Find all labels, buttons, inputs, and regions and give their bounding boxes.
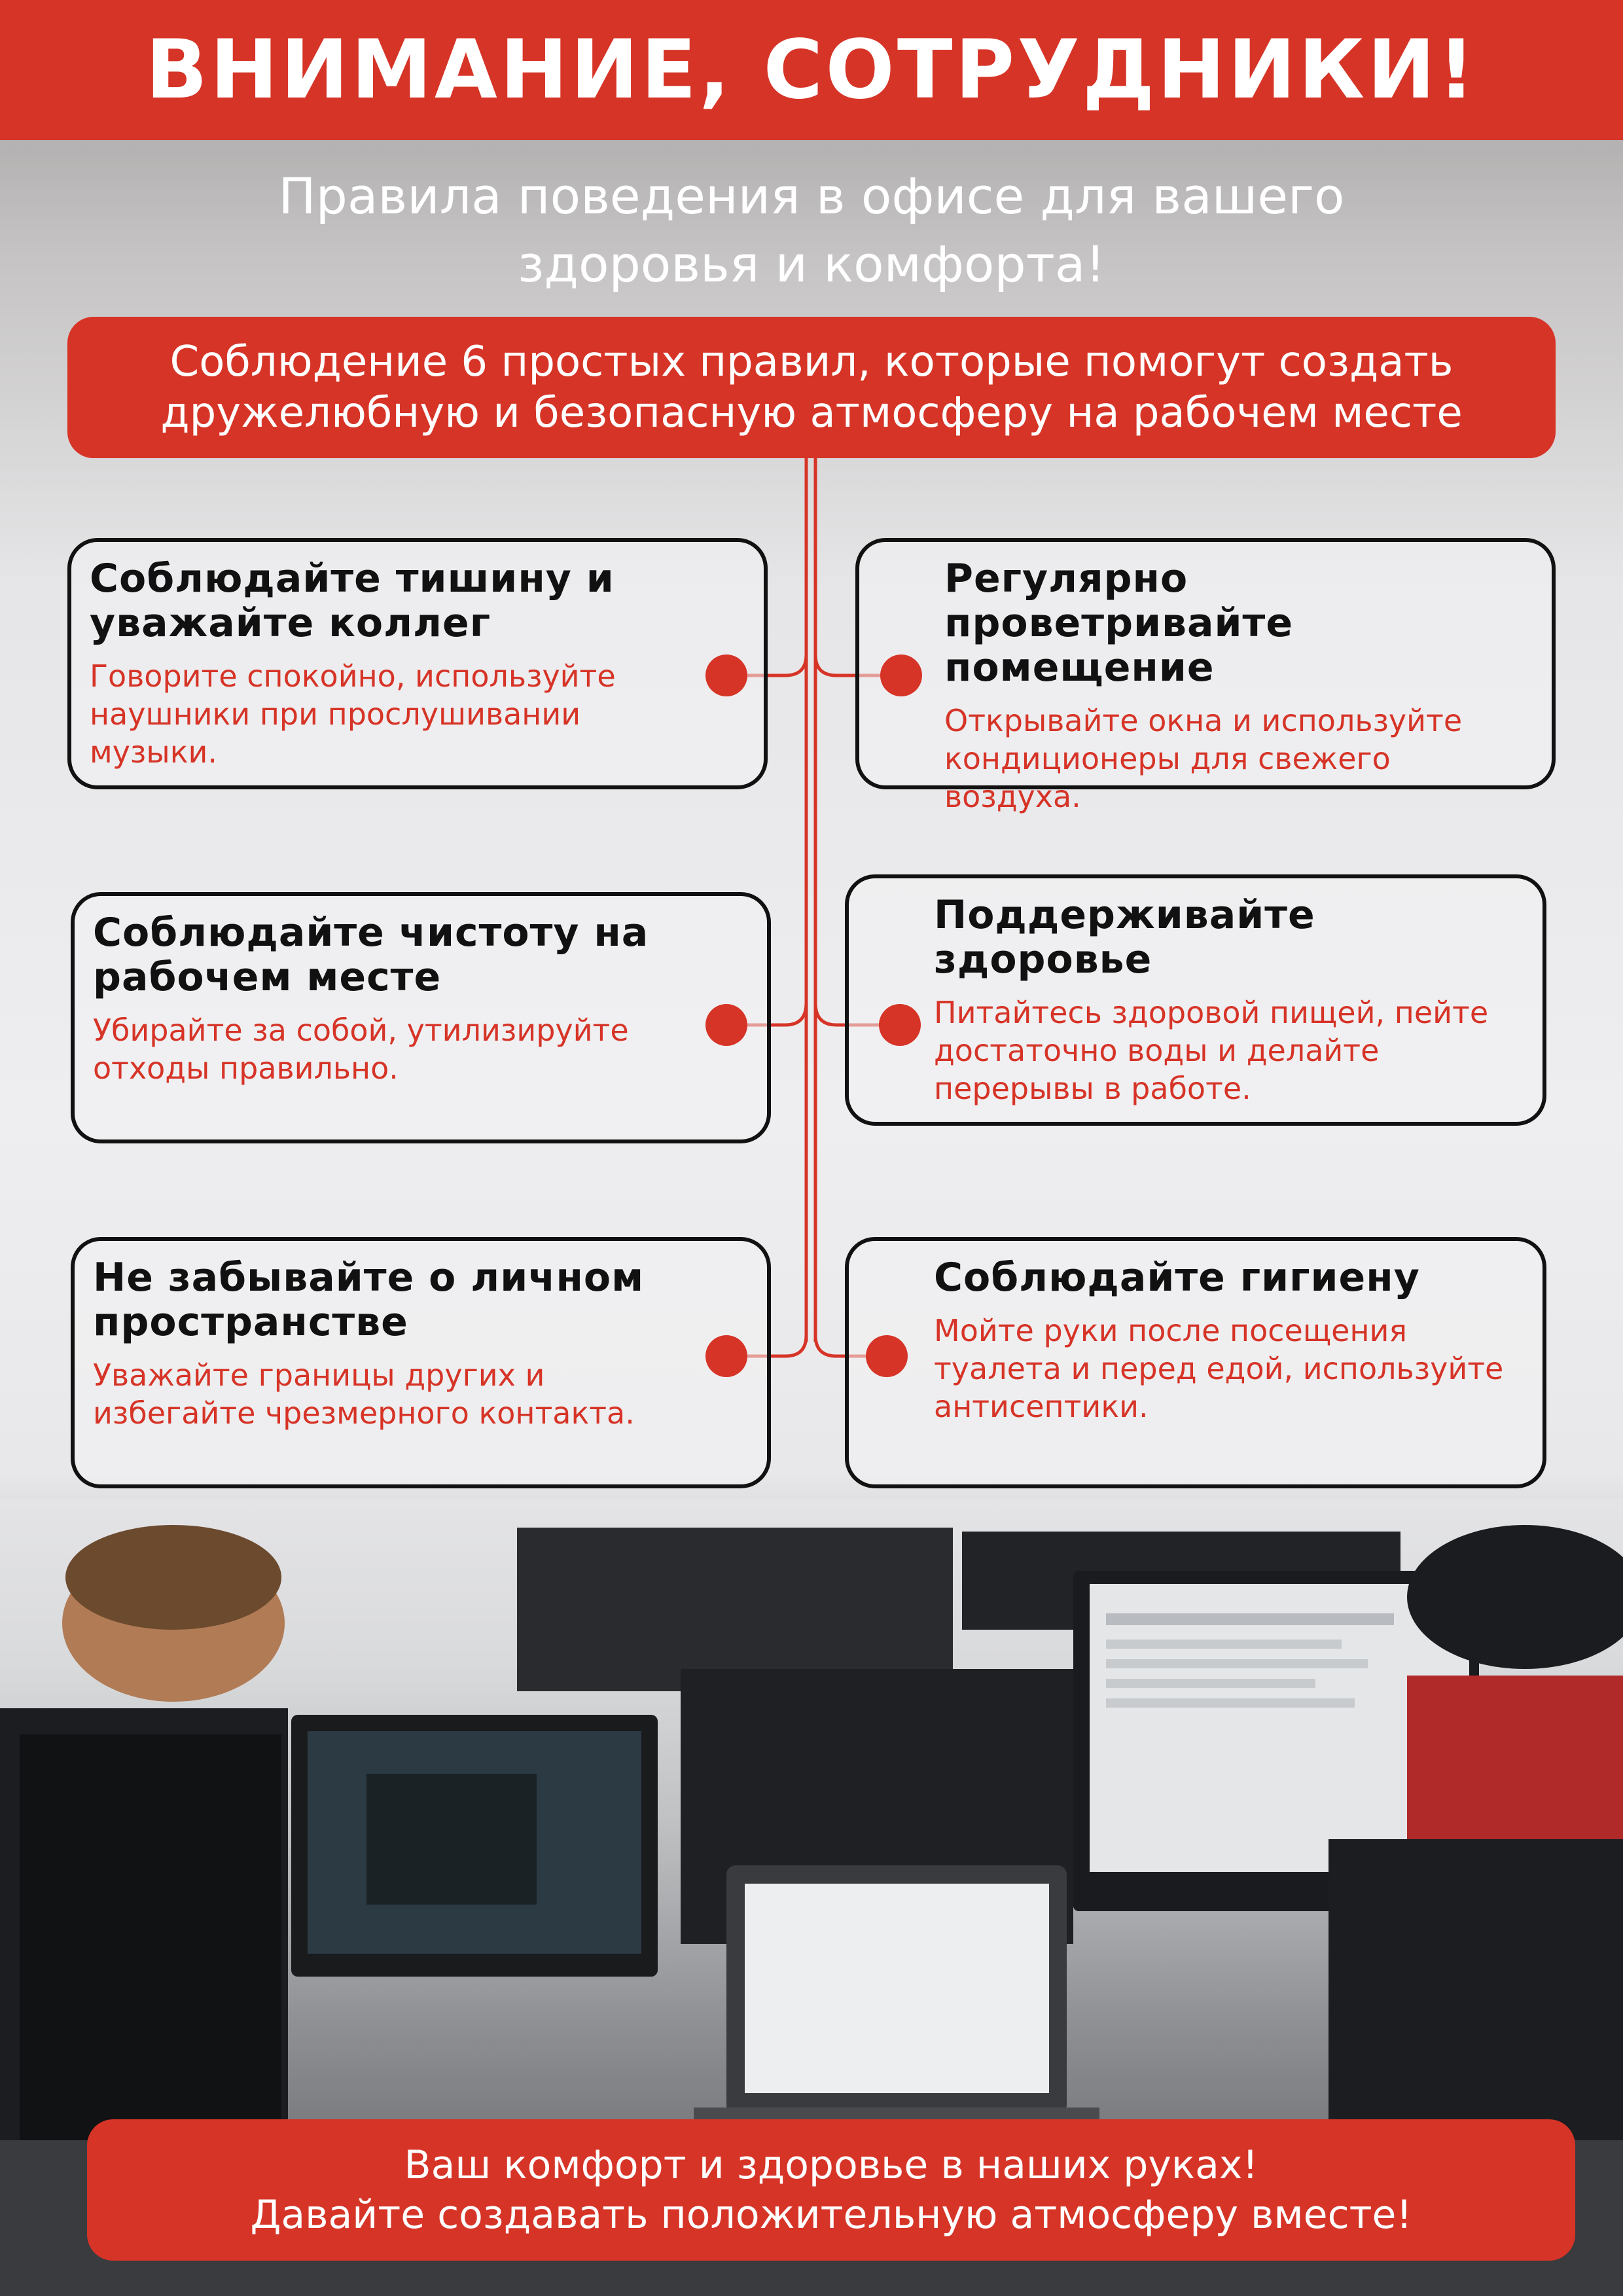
intro-line-1: Соблюдение 6 простых правил, которые помогут создать [169, 338, 1454, 386]
rule-title: Соблюдайте тишину и уважайте коллег [90, 556, 615, 646]
footer-line-2: Давайте создавать положительную атмосферу вместе! [250, 2192, 1412, 2238]
intro-banner [67, 317, 1556, 458]
rule-card-1 [67, 538, 768, 789]
timeline-dot [879, 1004, 921, 1046]
rule-title: Регулярно проветривайте помещение [944, 556, 1294, 691]
rule-card-6 [845, 1237, 1546, 1488]
footer-banner [87, 2119, 1575, 2261]
rule-title: Не забывайте о личном пространстве [93, 1255, 645, 1345]
intro-line-2: дружелюбную и безопасную атмосферу на рабочем месте [160, 389, 1463, 437]
rule-text: Мойте руки после посещения туалета и перед едой, используйте антисептики. [934, 1313, 1504, 1424]
timeline-dot [705, 655, 747, 696]
rule-card-4 [845, 874, 1546, 1126]
page-title: ВНИМАНИЕ, СОТРУДНИКИ! [145, 23, 1478, 117]
subtitle-line-2: здоровья и комфорта! [518, 235, 1105, 293]
rule-text: Уважайте границы других и избегайте чрезмерного контакта. [93, 1357, 635, 1431]
rule-card-3 [71, 892, 771, 1143]
timeline-dot [866, 1335, 908, 1377]
rule-text: Открывайте окна и используйте кондиционеры для свежего воздуха. [944, 703, 1463, 814]
header-banner [0, 0, 1623, 140]
rule-text: Убирайте за собой, утилизируйте отходы правильно. [93, 1013, 629, 1086]
rule-title: Соблюдайте гигиену [934, 1255, 1420, 1300]
rule-card-2 [855, 538, 1556, 814]
rule-title: Соблюдайте чистоту на рабочем месте [93, 910, 649, 1000]
subtitle-line-1: Правила поведения в офисе для вашего [278, 167, 1345, 225]
subtitle [157, 162, 1466, 298]
footer-line-1: Ваш комфорт и здоровье в наших руках! [404, 2142, 1258, 2188]
rule-text: Питайтесь здоровой пищей, пейте достаточно воды и делайте перерывы в работе. [934, 995, 1489, 1106]
timeline-dot [705, 1004, 747, 1046]
rule-text: Говорите спокойно, используйте наушники при прослушивании музыки. [90, 658, 616, 770]
timeline-dot [880, 655, 922, 696]
rule-title: Поддерживайте здоровье [934, 892, 1315, 982]
rule-card-5 [71, 1237, 771, 1488]
timeline-dot [705, 1335, 747, 1377]
